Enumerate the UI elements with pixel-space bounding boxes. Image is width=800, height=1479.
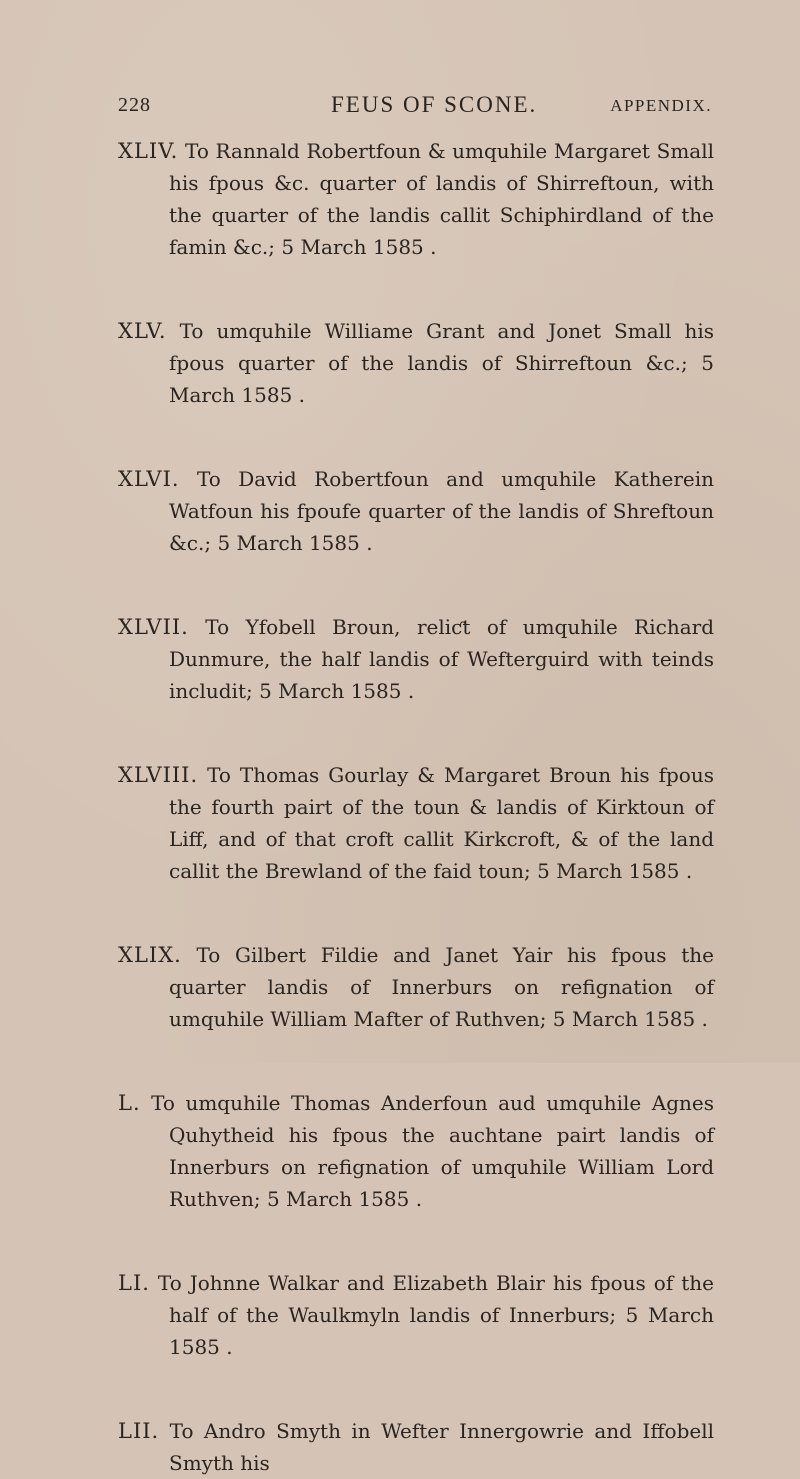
- entry-numeral: XLVI.: [118, 467, 180, 491]
- entry-text: To Andro Smyth in Wefter Innergowrie and Iffobell Smyth his: [169, 1419, 714, 1475]
- entry-li: [118, 1267, 714, 1363]
- entry-xlviii: [118, 759, 714, 887]
- entry-list: [118, 135, 714, 1479]
- entry-xlvi: [118, 463, 714, 559]
- entry-text: To Thomas Gourlay & Margaret Broun his fpous the fourth pairt of the toun & landis of Kirktoun of Liff, and of that croft callit Kirkcroft, & of the land callit the Brewland of the faid toun; 5 March 1585 .: [169, 763, 714, 883]
- entry-text: To Johnne Walkar and Elizabeth Blair his fpous of the half of the Waulkmyln landis of Innerburs; 5 March 1585 .: [157, 1271, 714, 1359]
- running-head: [118, 92, 712, 122]
- entry-numeral: XLIV.: [118, 139, 179, 163]
- entry-text: To Gilbert Fildie and Janet Yair his fpous the quarter landis of Innerburs on refignation of umquhile William Mafter of Ruthven; 5 March 1585 .: [169, 943, 715, 1031]
- entry-text: To umquhile Williame Grant and Jonet Small his fpous quarter of the landis of Shirreftoun &c.; 5 March 1585 .: [169, 319, 715, 407]
- entry-numeral: XLVIII.: [118, 763, 199, 787]
- page-number: 228: [118, 94, 151, 116]
- entry-numeral: LII.: [118, 1419, 160, 1443]
- entry-xlv: [118, 315, 714, 411]
- entry-xlix: [118, 939, 714, 1035]
- entry-lii: [118, 1415, 714, 1479]
- entry-numeral: L.: [118, 1091, 141, 1115]
- entry-numeral: XLIX.: [118, 943, 182, 967]
- entry-text: To David Robertfoun and umquhile Katherein Watfoun his fpoufe quarter of the landis of Shreftoun &c.; 5 March 1585 .: [169, 467, 714, 555]
- entry-l: [118, 1087, 714, 1215]
- entry-xlvii: [118, 611, 714, 707]
- running-section: APPENDIX.: [610, 96, 712, 115]
- entry-numeral: XLVII.: [118, 615, 189, 639]
- entry-text: To umquhile Thomas Anderfoun aud umquhile Agnes Quhytheid his fpous the auchtane pairt landis of Innerburs on refignation of umquhile William Lord Ruthven; 5 March 1585 .: [151, 1091, 714, 1211]
- entry-numeral: XLV.: [118, 319, 167, 343]
- running-title: FEUS OF SCONE.: [331, 92, 538, 117]
- entry-numeral: LI.: [118, 1271, 150, 1295]
- entry-xliv: [118, 135, 714, 263]
- entry-text: To Rannald Robertfoun & umquhile Margaret Small his fpous &c. quarter of landis of Shirreftoun, with the quarter of the landis callit Schiphirdland of the famin &c.; 5 March 1585 .: [169, 139, 714, 259]
- entry-text: To Yfobell Broun, reliƈt of umquhile Richard Dunmure, the half landis of Wefterguird with teinds includit; 5 March 1585 .: [169, 615, 715, 703]
